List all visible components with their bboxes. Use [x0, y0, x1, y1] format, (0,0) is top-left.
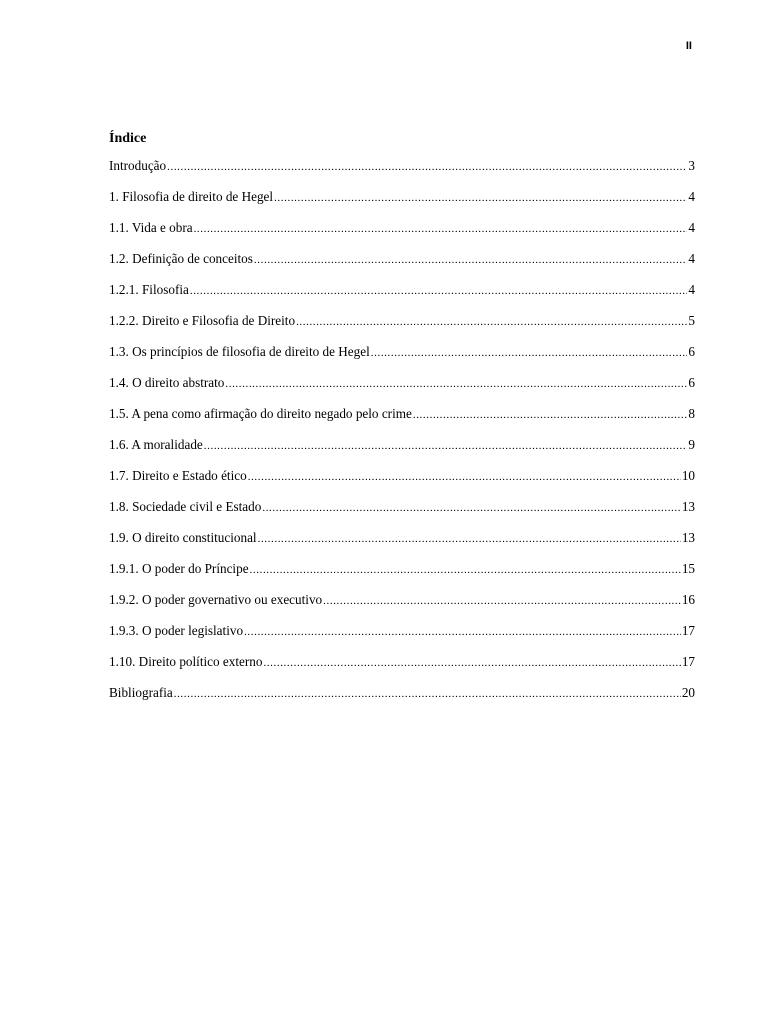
toc-dot-leader: [248, 462, 681, 493]
toc-dot-leader: [244, 617, 681, 648]
toc-entry-page: 15: [681, 561, 695, 576]
toc-entry[interactable]: [109, 522, 695, 553]
toc-dot-leader: [413, 400, 688, 431]
toc-title: Índice: [109, 131, 147, 146]
toc-entry-page: 13: [681, 499, 695, 514]
toc-entry-label: 1.9.2. O poder governativo ou executivo: [109, 592, 323, 607]
toc-dot-leader: [190, 276, 688, 307]
toc-entry-page: 17: [681, 654, 695, 669]
toc-entry-label: 1.10. Direito político externo: [109, 654, 263, 669]
toc-entry-page: 10: [681, 468, 695, 483]
toc-entry-label: 1.9.3. O poder legislativo: [109, 623, 244, 638]
toc-entry-label: 1.8. Sociedade civil e Estado: [109, 499, 262, 514]
toc-entry[interactable]: [109, 584, 695, 615]
toc-entry-label: 1. Filosofia de direito de Hegel: [109, 189, 274, 204]
toc-entry-page: 5: [688, 313, 695, 328]
toc-dot-leader: [250, 555, 681, 586]
toc-entry[interactable]: [109, 181, 695, 212]
toc-entry-label: 1.9.1. O poder do Príncipe: [109, 561, 249, 576]
toc-entry[interactable]: [109, 274, 695, 305]
toc-entry[interactable]: [109, 336, 695, 367]
toc-dot-leader: [258, 524, 681, 555]
toc-entry-page: 3: [688, 158, 695, 173]
toc-entry-page: 13: [681, 530, 695, 545]
toc-dot-leader: [371, 338, 688, 369]
toc-dot-leader: [254, 245, 687, 276]
toc-dot-leader: [323, 586, 681, 617]
toc-entry-label: Bibliografia: [109, 685, 173, 700]
toc-entry-label: 1.3. Os princípios de filosofia de direito de Hegel: [109, 344, 370, 359]
toc-dot-leader: [296, 307, 687, 338]
toc-entry[interactable]: [109, 646, 695, 677]
toc-entry-label: Introdução: [109, 158, 167, 173]
toc-entry-label: 1.6. A moralidade: [109, 437, 203, 452]
toc-entry[interactable]: [109, 553, 695, 584]
table-of-contents: [109, 150, 695, 708]
toc-entry[interactable]: [109, 212, 695, 243]
toc-entry[interactable]: [109, 460, 695, 491]
toc-entry-page: 17: [681, 623, 695, 638]
toc-entry-page: 8: [688, 406, 695, 421]
toc-dot-leader: [274, 183, 687, 214]
toc-entry-label: 1.4. O direito abstrato: [109, 375, 225, 390]
toc-entry[interactable]: [109, 150, 695, 181]
toc-dot-leader: [262, 493, 680, 524]
toc-entry-page: 16: [681, 592, 695, 607]
toc-dot-leader: [167, 152, 687, 183]
toc-entry-label: 1.5. A pena como afirmação do direito negado pelo crime: [109, 406, 412, 421]
toc-entry[interactable]: [109, 243, 695, 274]
page-number: II: [685, 40, 692, 52]
toc-entry[interactable]: [109, 305, 695, 336]
toc-entry-label: 1.2. Definição de conceitos: [109, 251, 253, 266]
toc-entry-label: 1.9. O direito constitucional: [109, 530, 257, 545]
toc-entry-page: 4: [688, 282, 695, 297]
toc-entry-page: 4: [688, 220, 695, 235]
toc-entry[interactable]: [109, 615, 695, 646]
toc-entry-page: 6: [688, 344, 695, 359]
toc-entry[interactable]: [109, 677, 695, 708]
toc-entry[interactable]: [109, 367, 695, 398]
toc-dot-leader: [204, 431, 688, 462]
toc-entry-page: 20: [681, 685, 695, 700]
toc-entry-label: 1.2.2. Direito e Filosofia de Direito: [109, 313, 296, 328]
toc-dot-leader: [225, 369, 687, 400]
toc-dot-leader: [174, 679, 681, 710]
toc-entry-page: 4: [688, 189, 695, 204]
toc-entry-page: 9: [688, 437, 695, 452]
toc-entry[interactable]: [109, 491, 695, 522]
toc-entry-label: 1.1. Vida e obra: [109, 220, 193, 235]
toc-entry[interactable]: [109, 398, 695, 429]
toc-entry-page: 6: [688, 375, 695, 390]
toc-entry-page: 4: [688, 251, 695, 266]
toc-dot-leader: [263, 648, 680, 679]
toc-entry[interactable]: [109, 429, 695, 460]
toc-dot-leader: [194, 214, 688, 245]
toc-entry-label: 1.2.1. Filosofia: [109, 282, 189, 297]
toc-entry-label: 1.7. Direito e Estado ético: [109, 468, 247, 483]
